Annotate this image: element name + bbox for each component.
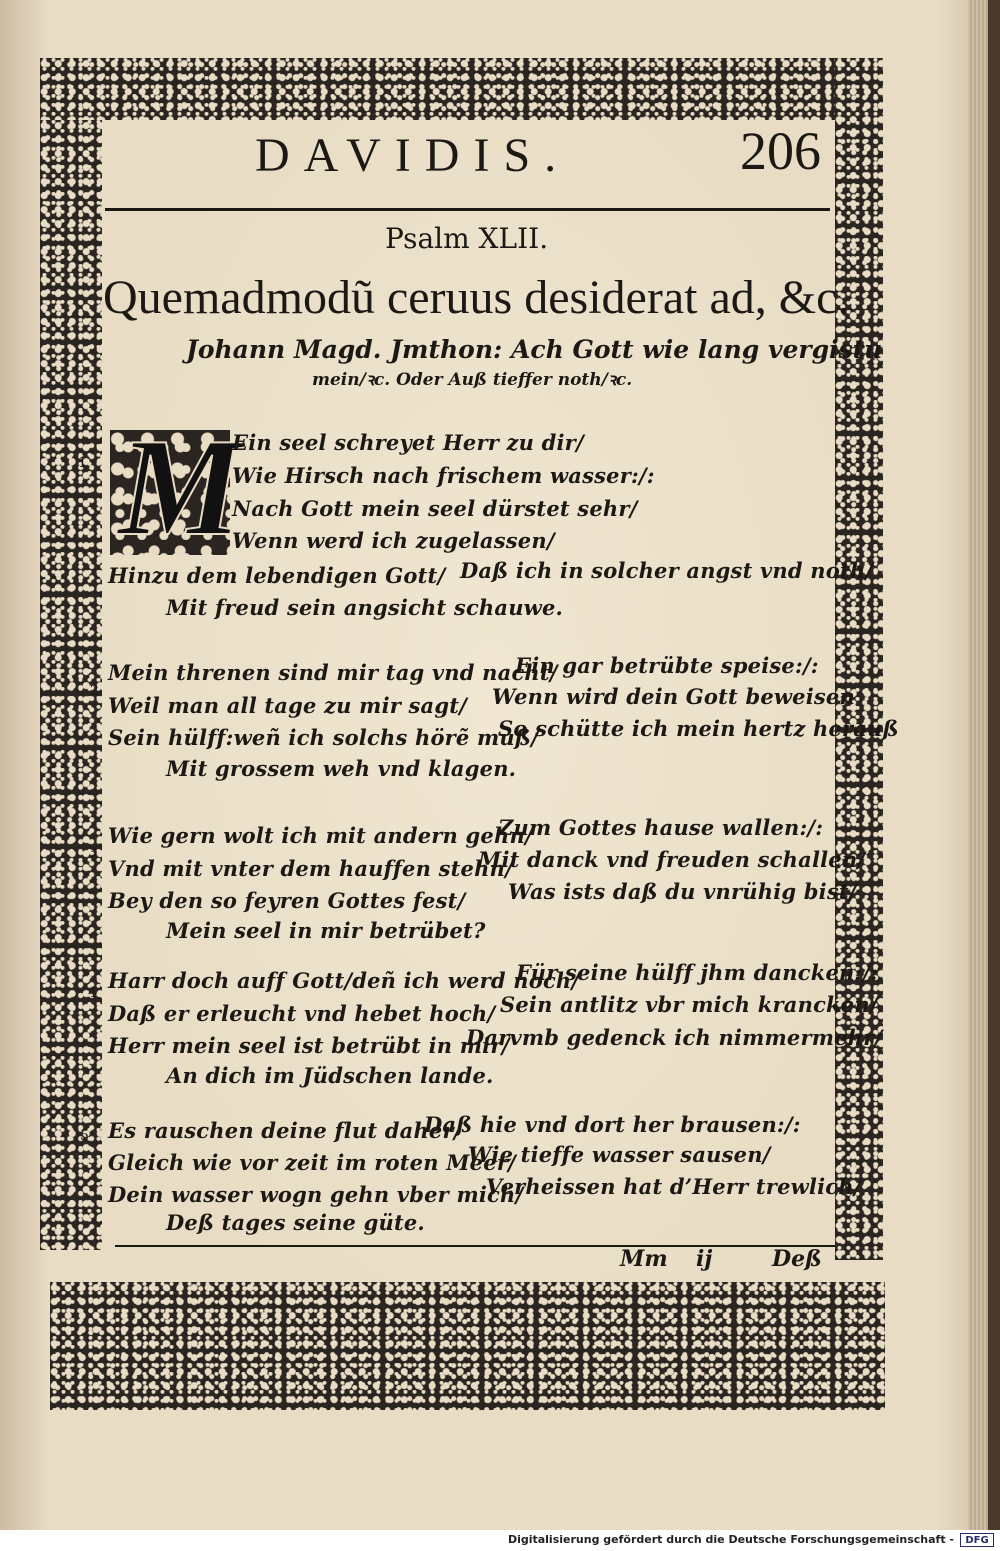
folio-number: 206 (740, 121, 821, 181)
signature-number: ij (696, 1246, 713, 1272)
verse-line: Wie gern wolt ich mit andern gehn/ (108, 823, 533, 848)
verse-number: 5 (80, 1128, 89, 1144)
page-edges (968, 0, 988, 1530)
verse-line: Wenn werd ich zugelassen/ (232, 528, 555, 553)
verse-line: Sein hülff:weñ ich solchs hörẽ muß/ (108, 725, 539, 750)
tune-line-1: Johann Magd. Jmthon: Ach Gott wie lang vergistu (186, 335, 883, 364)
verse-line: Für seine hülff jhm dancken:/: (516, 960, 879, 985)
verse-line: Wie tieffe wasser sausen/ (468, 1142, 771, 1167)
verse-line: Mein seel in mir betrübet? (166, 918, 486, 943)
ornamental-border-top (40, 58, 872, 120)
verse-line: Daß ich in solcher angst vnd noth/ (460, 558, 874, 583)
verse-line: Darvmb gedenck ich nimmermehr/ (466, 1025, 883, 1050)
verse-number: 1 (78, 455, 87, 471)
verse-line: Daß er erleucht vnd hebet hoch/ (108, 1001, 496, 1026)
verse-line: Wie Hirsch nach frischem wasser:/: (232, 463, 655, 488)
verse-line: Ein seel schreyet Herr zu dir/ (232, 430, 584, 455)
verse-line: Deß tages seine güte. (166, 1210, 425, 1235)
verse-line: Vnd mit vnter dem hauffen stehn/ (108, 856, 513, 881)
signature-mark: Mm (620, 1246, 668, 1272)
verse-line: Zum Gottes hause wallen:/: (498, 815, 824, 840)
verse-line: An dich im Jüdschen lande. (166, 1063, 494, 1088)
dfg-logo: DFG (960, 1533, 994, 1547)
verse-line: Mit grossem weh vnd klagen. (166, 756, 517, 781)
verse-line: So schütte ich mein hertz herauß (498, 716, 899, 741)
verse-line: Verheissen hat d’Herr trewlich/ (486, 1174, 862, 1199)
verse-line: Gleich wie vor zeit im roten Meer/ (108, 1150, 516, 1175)
verse-line: Ein gar betrübte speise:/: (515, 653, 819, 678)
verse-number: 4 (88, 985, 97, 1001)
verse-line: Bey den so feyren Gottes fest/ (108, 888, 466, 913)
running-title: DAVIDIS. (255, 129, 571, 182)
verse-line: Wenn wird dein Gott beweisen (492, 684, 855, 709)
ornamental-border-bottom (50, 1282, 885, 1410)
latin-incipit: Quemadmodũ ceruus desiderat ad, &c. (103, 271, 850, 324)
verse-line: Es rauschen deine flut daher/ (108, 1118, 462, 1143)
verse-number: 3 (88, 845, 97, 861)
digitization-credit: Digitalisierung gefördert durch die Deutsche Forschungsgemeinschaft - (507, 1533, 954, 1546)
header-rule (105, 208, 830, 211)
tune-line-2: mein/ꝛc. Oder Auß tieffer noth/ꝛc. (312, 370, 633, 390)
verse-number: 2 (90, 683, 99, 699)
verse-line: Nach Gott mein seel dürstet sehr/ (232, 496, 638, 521)
verse-line: Harr doch auff Gott/deñ ich werd noch/ (108, 968, 580, 993)
verse-line: Mit freud sein angsicht schauwe. (166, 595, 564, 620)
initial-letter: M (118, 410, 243, 565)
verse-line: Dein wasser wogn gehn vber mich/ (108, 1182, 524, 1207)
verse-line: Weil man all tage zu mir sagt/ (108, 693, 468, 718)
verse-line: Sein antlitz vbr mich krancken/ (500, 992, 878, 1017)
footer-rule (115, 1245, 835, 1247)
catchword: Deß (772, 1246, 822, 1272)
verse-line: Herr mein seel ist betrübt in mir/ (108, 1033, 510, 1058)
ornamental-border-right (835, 58, 883, 1260)
verse-line: Mit danck vnd freuden schallen/ (478, 847, 866, 872)
psalm-heading: Psalm XLII. (385, 222, 549, 255)
verse-line: Daß hie vnd dort her brausen:/: (424, 1112, 801, 1137)
verse-line: Was ists daß du vnrühig bist/ (508, 879, 857, 904)
verse-line: Hinzu dem lebendigen Gott/ (108, 563, 446, 588)
verse-line: Mein threnen sind mir tag vnd nacht/ (108, 660, 558, 685)
